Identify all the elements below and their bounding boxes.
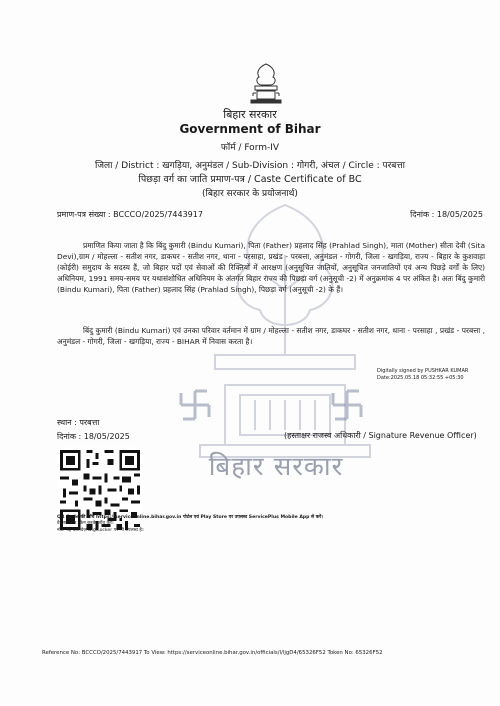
qr-note-line-2: वैधता: कोड स्कैन करके जाँच करें। bbox=[57, 521, 114, 527]
qr-note-line-3: नोट: यह दस्तावेज़ DigiLocker पर भी उपलब्ध है। bbox=[57, 527, 144, 533]
digital-signature bbox=[377, 368, 468, 382]
purpose-line: (बिहार सरकार के प्रयोजनार्थ) bbox=[202, 189, 298, 199]
swastika-icon bbox=[178, 388, 212, 422]
signature-signer: Digitally signed by PUSHKAR KUMAR bbox=[377, 368, 469, 374]
certificate-title: पिछड़ा वर्ग का जाति प्रमाण-पत्र / Caste Certificate of BC bbox=[138, 174, 362, 185]
qr-code-note bbox=[57, 515, 357, 534]
location-line: जिला / District : खगड़िया, अनुमंडल / Sub-Division : गोगरी, अंचल / Circle : परबत्ता bbox=[95, 161, 405, 171]
bihar-emblem-icon bbox=[247, 62, 285, 104]
reference-footer: Reference No: BCCCO/2025/7443917 To View: https://serviceonline.bihar.gov.in/officials/l/ljgD4/65326F52 Token No: 65326F52 bbox=[42, 650, 383, 656]
certificate-paragraph-2: बिंदु कुमारी (Bindu Kumari) एवं उनका परिवार वर्तमान में ग्राम / मोहल्ला - सतीश नगर, डाकघर - सतीश नगर, थाना - परसाहा , प्रखंड - परबत्ता , अनुमंडल - गोगरी, जिला - खगड़िया, राज्य - BIHAR में निवास करता है। bbox=[57, 326, 485, 346]
english-government-title: Government of Bihar bbox=[179, 122, 321, 136]
certificate-paragraph-1: प्रमाणित किया जाता है कि बिंदु कुमारी (Bindu Kumari), पिता (Father) प्रहलाद सिंह (Prahlad Singh), माता (Mother) सीता देवी (Sita Devi),ग्राम / मोहल्ला - सतीश नगर, डाकघर - सतीश नगर, थाना - परसाहा, प्रखंड - परबत्ता, अनुमंडल - गोगरी, जिला - खगड़िया, राज्य - बिहार के कुशवाहा (कोईरी) समुदाय के सदस्य हैं, जो बिहार पदों एवं सेवाओं की रिक्तियों में आरक्षण (अनुसूचित जातियों, अनुसूचित जनजातियों एवं अन्य पिछड़े वर्गों के लिए) अधिनियम, 1991 समय-समय पर यथासंशोधित अधिनियम के अंतर्गत बिहार राज्य की पिछड़ा वर्ग (अनुसूची -2) में अनुक्रमांक 4 पर अंकित है। अतः बिंदु कुमारी (Bindu Kumari), पिता (Father) प्रहलाद सिंह (Prahlad Singh), पिछड़ा वर्ग (अनुसूची -2) के हैं। bbox=[57, 241, 485, 294]
certificate-number: प्रमाण-पत्र संख्या : BCCCO/2025/7443917 bbox=[57, 210, 203, 219]
watermark-text: बिहार सरकार bbox=[208, 452, 344, 482]
qr-note-line-1: QR Code की जाँच https://serviceonline.bihar.gov.in पोर्टल एवं Play Store पर उपलब्ध ServicePlus Mobile App से करें। bbox=[57, 515, 323, 520]
issue-date-line: दिनांक : 18/05/2025 bbox=[57, 432, 130, 441]
swastika-icon bbox=[330, 388, 364, 422]
hindi-government-title: बिहार सरकार bbox=[223, 108, 277, 121]
form-label: फॉर्म / Form-IV bbox=[220, 143, 280, 153]
revenue-officer-signature: (हस्ताक्षर राजस्व अधिकारी / Signature Revenue Officer) bbox=[284, 431, 477, 440]
certificate-date: दिनांक : 18/05/2025 bbox=[410, 210, 483, 219]
place-line: स्थान : परबत्ता bbox=[57, 418, 100, 427]
signature-date: Date:2025.05.18 05:32:55 +05:30 bbox=[377, 375, 464, 381]
